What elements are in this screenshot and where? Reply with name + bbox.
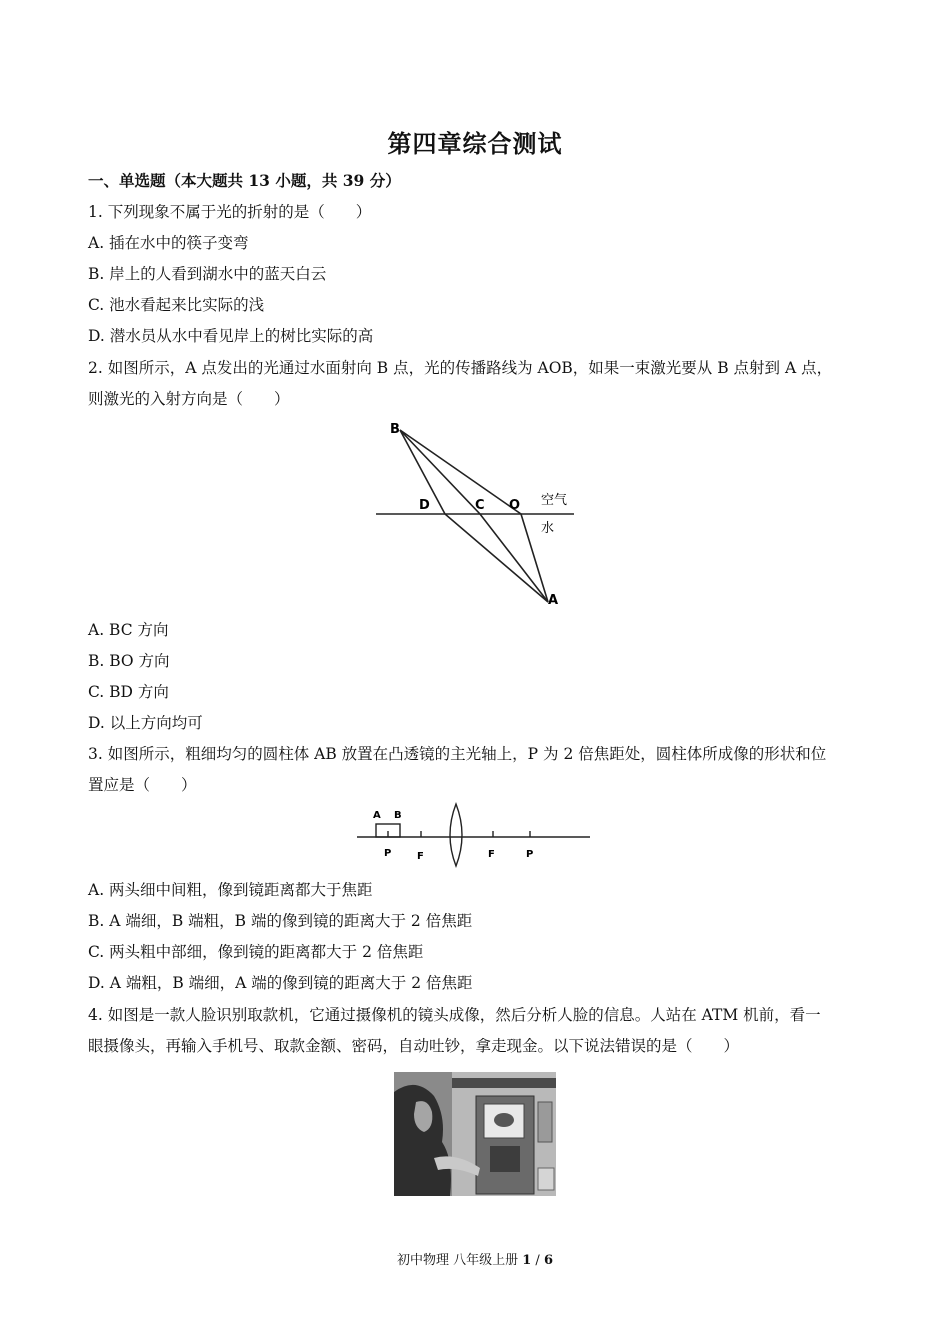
convex-lens [450, 804, 462, 866]
section-heading: 一、单选题（本大题共 13 小题，共 39 分） [88, 171, 401, 190]
ray-bda [400, 430, 548, 602]
q4-atm-photo [394, 1072, 556, 1196]
ray-boa [400, 430, 548, 602]
side-panel [538, 1102, 552, 1142]
q4-stem-line2: 眼摄像头，再输入手机号、取款金额、密码，自动吐钞，拿走现金。以下说法错误的是（ ） [88, 1037, 740, 1055]
label-p-left: P [384, 848, 392, 859]
q2-stem-line1: 2. 如图所示，A 点发出的光通过水面射向 B 点，光的传播路线为 AOB，如果一束激光要从 B 点射到 A 点， [88, 359, 833, 377]
label-p-right: P [526, 849, 534, 860]
photo-ceiling-bar [452, 1078, 556, 1088]
label-f-left: F [417, 851, 424, 862]
q2-option-d: D. 以上方向均可 [88, 714, 203, 732]
footer-text: 初中物理 八年级上册 [396, 1253, 523, 1268]
footer-page-total: 6 [543, 1253, 553, 1268]
label-a: A [548, 593, 559, 608]
page-footer [0, 1249, 950, 1268]
label-f-right: F [488, 849, 495, 860]
footer-separator: / [531, 1253, 544, 1268]
label-a: A [373, 810, 381, 821]
q2-stem-line2: 则激光的入射方向是（ ） [88, 390, 290, 408]
q3-stem-line2: 置应是（ ） [88, 776, 197, 794]
atm-face-display [494, 1113, 514, 1127]
q3-option-b: B. A 端细，B 端粗，B 端的像到镜的距离大于 2 倍焦距 [88, 912, 473, 930]
label-air: 空气 [541, 493, 568, 508]
q3-option-d: D. A 端粗，B 端细，A 端的像到镜的距离大于 2 倍焦距 [88, 974, 473, 992]
label-b: B [394, 810, 402, 821]
q3-option-a: A. 两头细中间粗，像到镜距离都大于焦距 [88, 881, 373, 899]
ray-bca [400, 430, 548, 602]
label-o: O [509, 498, 521, 513]
q3-option-c: C. 两头粗中部细，像到镜的距离都大于 2 倍焦距 [88, 943, 424, 961]
q2-option-c: C. BD 方向 [88, 683, 169, 701]
page-title: 第四章综合测试 [387, 129, 563, 158]
q2-option-a: A. BC 方向 [88, 621, 169, 639]
label-d: D [419, 498, 430, 513]
label-c: C [475, 498, 485, 513]
footer-page-number: 1 [522, 1253, 532, 1268]
q1-stem: 1. 下列现象不属于光的折射的是（ ） [88, 203, 372, 221]
q3-lens-diagram [352, 802, 594, 870]
atm-keypad [490, 1146, 520, 1172]
q1-option-c: C. 池水看起来比实际的浅 [88, 296, 265, 314]
q1-option-b: B. 岸上的人看到湖水中的蓝天白云 [88, 265, 327, 283]
q2-refraction-diagram [370, 418, 580, 608]
q1-option-a: A. 插在水中的筷子变弯 [88, 234, 249, 252]
q2-option-b: B. BO 方向 [88, 652, 170, 670]
label-b: B [390, 422, 400, 437]
label-water: 水 [541, 521, 555, 536]
q1-option-d: D. 潜水员从水中看见岸上的树比实际的高 [88, 327, 374, 345]
q3-stem-line1: 3. 如图所示，粗细均匀的圆柱体 AB 放置在凸透镜的主光轴上，P 为 2 倍焦距处，圆柱体所成像的形状和位 [88, 745, 827, 763]
q4-stem-line1: 4. 如图是一款人脸识别取款机，它通过摄像机的镜头成像，然后分析人脸的信息。人站在 ATM 机前，看一 [88, 1006, 821, 1024]
side-sign [538, 1168, 554, 1190]
